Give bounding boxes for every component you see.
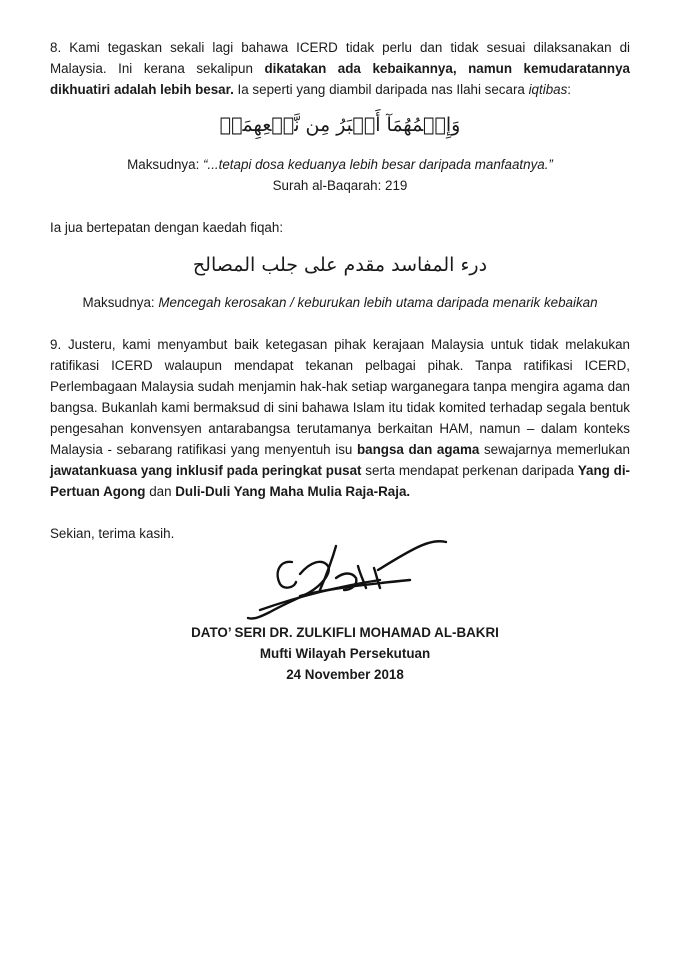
quran-verse: وَإِثۡمُهُمَآ أَكۡبَرُ مِن نَّفۡعِهِمَاۗ — [219, 114, 461, 136]
closing-remark: Sekian, terima kasih. — [50, 526, 175, 541]
fiqh-maxim-intro: Ia jua bertepatan dengan kaedah fiqah: — [50, 220, 284, 235]
signature-area — [50, 544, 630, 622]
handwritten-signature — [240, 532, 450, 622]
signatory-name: DATO’ SERI DR. ZULKIFLI MOHAMAD AL-BAKRI — [191, 625, 499, 640]
signatory-title: Mufti Wilayah Persekutuan — [259, 646, 431, 661]
paragraph-9: 9. Justeru, kami menyambut baik ketegasan pihak kerajaan Malaysia untuk tidak melakukan ratifikasi ICERD walaupun mendapat tekanan pelbagai pihak. Tanpa ratifikasi ICERD, Perlembagaan Malaysia sudah menjamin hak-hak setiap warganegara tanpa mengira agama dan bangsa. Bukanlah kami bermaksud di sini bahawa Islam itu tidak komited terhadap segala bentuk pengesahan konvensyen antarabangsa terutamanya berkaitan HAM, namun – dalam konteks Malaysia - sebarang ratifikasi yang menyentuh isu bangsa dan agama sewajarnya memerlukan jawatankuasa yang inklusif pada peringkat pusat serta mendapat perkenan daripada Yang di-Pertuan Agong dan Duli-Duli Yang Maha Mulia Raja-Raja. — [50, 337, 630, 499]
signatory-block — [180, 622, 510, 685]
verse-reference: Surah al-Baqarah: 219 — [272, 178, 408, 193]
letter-page — [50, 37, 630, 685]
letter-date: 24 November 2018 — [286, 667, 404, 682]
fiqh-maxim-arabic: درء المفاسد مقدم على جلب المصالح — [192, 254, 488, 276]
paragraph-8: 8. Kami tegaskan sekali lagi bahawa ICERD tidak perlu dan tidak sesuai dilaksanakan di Malaysia. Ini kerana sekalipun dikatakan ada kebaikannya, namun kemudaratannya dikhuatiri adalah lebih besar. Ia seperti yang diambil daripada nas Ilahi secara iqtibas: — [50, 40, 630, 97]
verse-meaning: Maksudnya: “...tetapi dosa keduanya lebih besar daripada manfaatnya.” — [127, 157, 553, 172]
fiqh-maxim-meaning: Maksudnya: Mencegah kerosakan / keburukan lebih utama daripada menarik kebaikan — [82, 295, 598, 310]
